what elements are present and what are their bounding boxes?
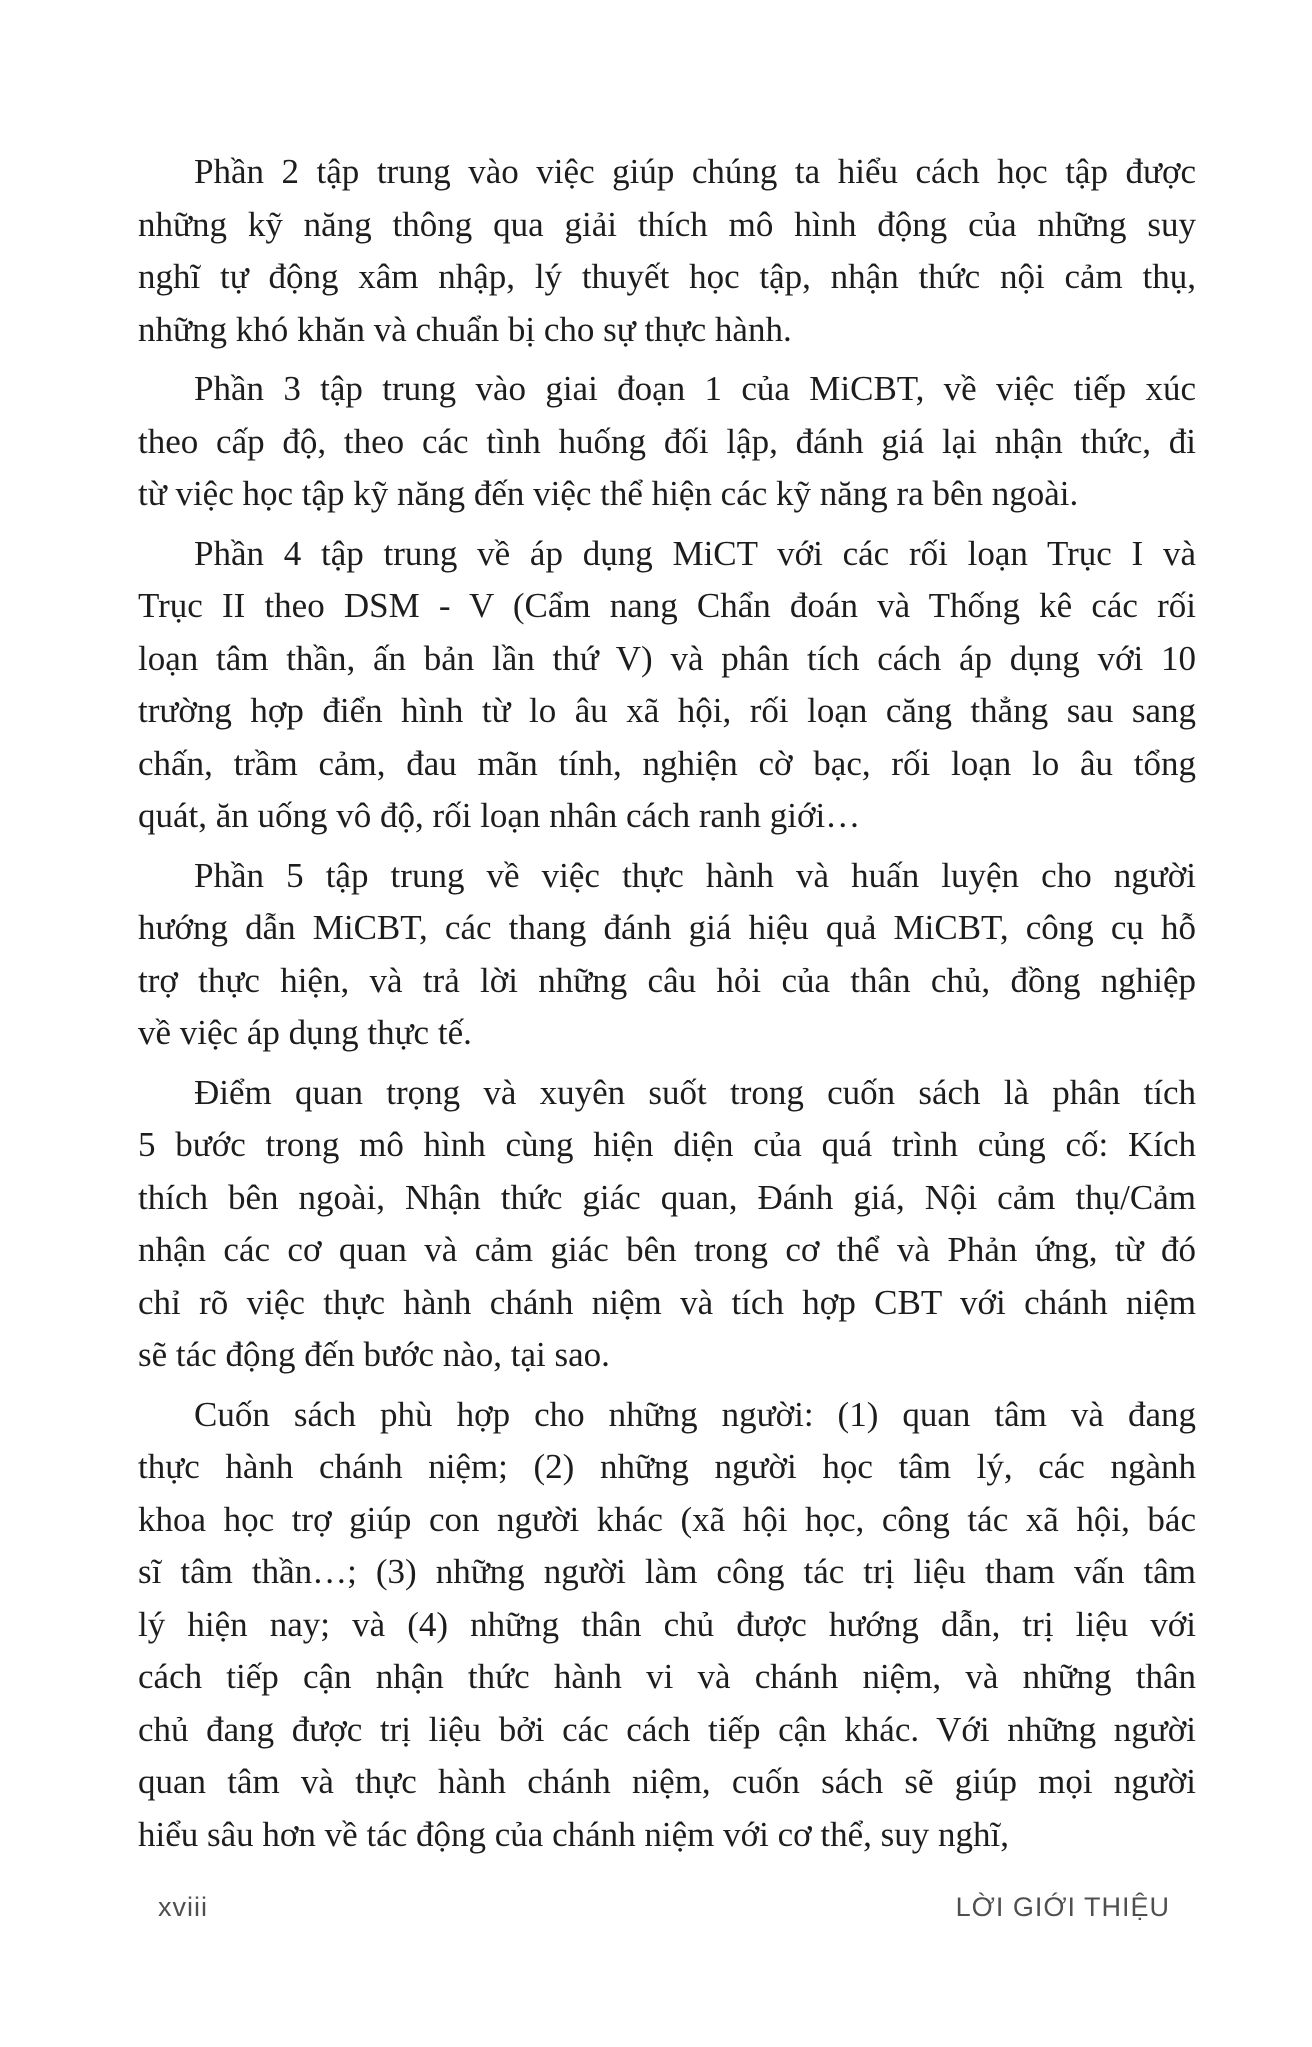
text-line: quan tâm và thực hành chánh niệm, cuốn sách sẽ giúp mọi người [138, 1762, 1196, 1801]
text-line: hiểu sâu hơn về tác động của chánh niệm với cơ thể, suy nghĩ, [138, 1814, 1010, 1854]
text-line: nghĩ tự động xâm nhập, lý thuyết học tập, nhận thức nội cảm thụ, [138, 257, 1196, 296]
page-text-block [138, 146, 1196, 1868]
text-line: loạn tâm thần, ấn bản lần thứ V) và phân tích cách áp dụng với 10 [138, 638, 1196, 678]
text-line: quát, ăn uống vô độ, rối loạn nhân cách ranh giới… [138, 796, 861, 835]
paragraph [138, 146, 1196, 356]
page-number: xviii [158, 1892, 208, 1922]
text-line: Cuốn sách phù hợp cho những người: (1) quan tâm và đang [194, 1394, 1196, 1434]
text-line: những kỹ năng thông qua giải thích mô hình động của những suy [138, 204, 1196, 244]
text-line: Trục II theo DSM - V (Cẩm nang Chẩn đoán và Thống kê các rối [138, 586, 1196, 625]
text-line: cách tiếp cận nhận thức hành vi và chánh niệm, và những thân [138, 1657, 1196, 1696]
text-line: khoa học trợ giúp con người khác (xã hội học, công tác xã hội, bác [138, 1499, 1196, 1539]
text-line: chủ đang được trị liệu bởi các cách tiếp cận khác. Với những người [138, 1709, 1196, 1749]
text-line: Điểm quan trọng và xuyên suốt trong cuốn sách là phân tích [194, 1072, 1196, 1112]
text-line: 5 bước trong mô hình cùng hiện diện của quá trình củng cố: Kích [138, 1125, 1196, 1164]
text-line: thực hành chánh niệm; (2) những người học tâm lý, các ngành [138, 1447, 1196, 1486]
text-line: những khó khăn và chuẩn bị cho sự thực hành. [138, 309, 792, 349]
text-line: chấn, trầm cảm, đau mãn tính, nghiện cờ bạc, rối loạn lo âu tổng [138, 743, 1196, 783]
paragraph [138, 1389, 1196, 1862]
page-footer [158, 1892, 1170, 1923]
paragraph [138, 363, 1196, 521]
text-line: chỉ rõ việc thực hành chánh niệm và tích hợp CBT với chánh niệm [138, 1282, 1196, 1322]
text-line: Phần 4 tập trung về áp dụng MiCT với các rối loạn Trục I và [194, 533, 1196, 573]
text-line: Phần 5 tập trung về việc thực hành và huấn luyện cho người [194, 855, 1196, 895]
running-footer-section-title: LỜI GIỚI THIỆU [955, 1892, 1170, 1922]
text-line: theo cấp độ, theo các tình huống đối lập, đánh giá lại nhận thức, đi [138, 421, 1196, 461]
text-line: Phần 2 tập trung vào việc giúp chúng ta hiểu cách học tập được [194, 152, 1196, 191]
paragraph [138, 528, 1196, 843]
text-line: hướng dẫn MiCBT, các thang đánh giá hiệu quả MiCBT, công cụ hỗ [138, 908, 1196, 947]
text-line: Phần 3 tập trung vào giai đoạn 1 của MiCBT, về việc tiếp xúc [194, 369, 1196, 408]
text-line: từ việc học tập kỹ năng đến việc thể hiện các kỹ năng ra bên ngoài. [138, 474, 1079, 513]
text-line: về việc áp dụng thực tế. [138, 1013, 472, 1052]
paragraph [138, 850, 1196, 1060]
text-line: thích bên ngoài, Nhận thức giác quan, Đánh giá, Nội cảm thụ/Cảm [138, 1177, 1196, 1217]
text-line: trợ thực hiện, và trả lời những câu hỏi của thân chủ, đồng nghiệp [138, 960, 1196, 1000]
text-line: trường hợp điển hình từ lo âu xã hội, rối loạn căng thẳng sau sang [138, 691, 1196, 730]
text-line: sẽ tác động đến bước nào, tại sao. [138, 1335, 610, 1374]
text-line: nhận các cơ quan và cảm giác bên trong cơ thể và Phản ứng, từ đó [138, 1230, 1196, 1269]
paragraph [138, 1067, 1196, 1382]
text-line: lý hiện nay; và (4) những thân chủ được hướng dẫn, trị liệu với [138, 1604, 1196, 1644]
text-line: sĩ tâm thần…; (3) những người làm công tác trị liệu tham vấn tâm [138, 1552, 1196, 1591]
